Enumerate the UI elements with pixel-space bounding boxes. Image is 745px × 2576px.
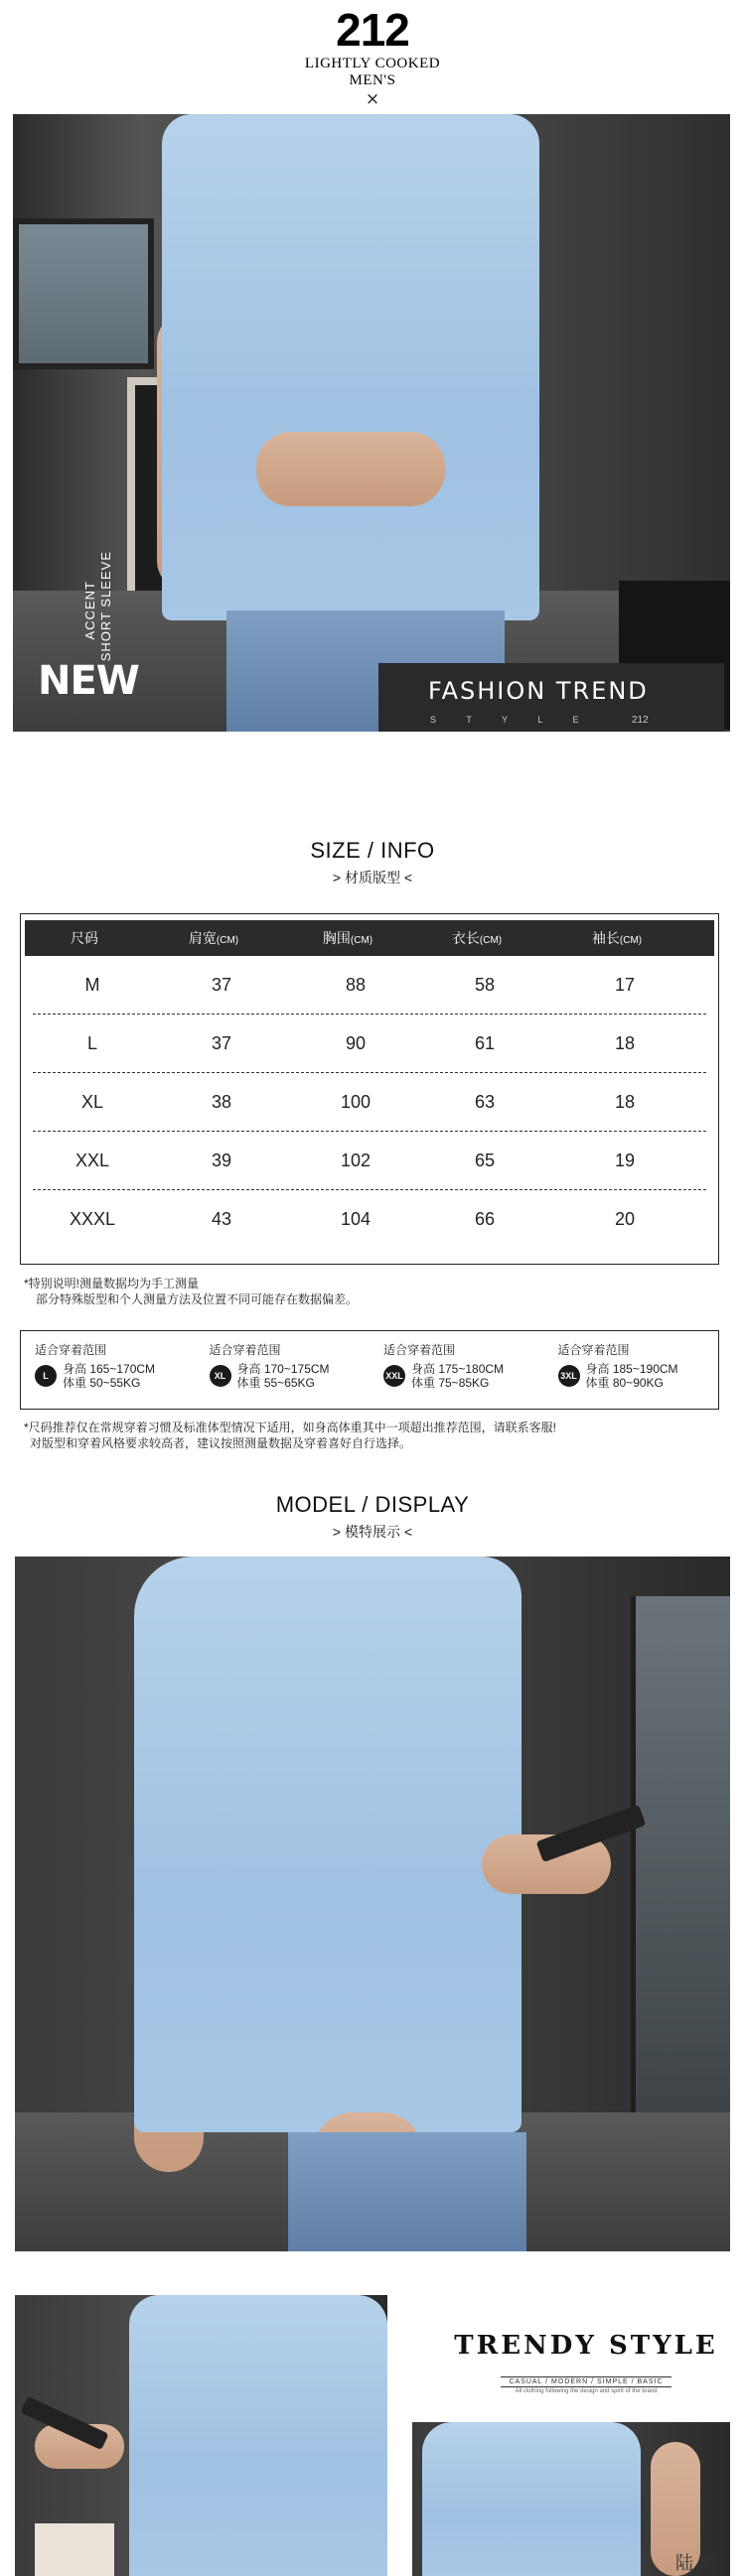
cell-size: XXL [74, 1150, 110, 1170]
fit-note [24, 1420, 556, 1451]
cell-length: 65 [474, 1150, 496, 1170]
fit-height: 身高 170~175CM [236, 1362, 330, 1376]
fit-note-line2: 对版型和穿着风格要求较高者，建议按照测量数据及穿着喜好自行选择。 [30, 1436, 412, 1450]
brand-number: 212 [336, 4, 409, 56]
size-section-subtitle: > 材质版型 < [332, 870, 413, 885]
measure-note-line1: *特别说明!测量数据均为手工测量 [24, 1277, 200, 1290]
cell-length: 63 [474, 1091, 496, 1112]
header-shoulder: 肩宽(CM) [188, 930, 239, 946]
table-row [33, 1190, 706, 1248]
header-length: 衣长(CM) [451, 930, 503, 946]
cell-shoulder: 43 [211, 1208, 232, 1229]
brand-tagline-1: LIGHTLY COOKED [304, 56, 441, 71]
cell-chest: 100 [340, 1091, 372, 1112]
table-row [33, 1132, 706, 1190]
fit-head: 适合穿着范围 [383, 1343, 456, 1357]
header-size: 尺码 [71, 930, 98, 946]
model-section-subtitle: > 模特展示 < [332, 1524, 413, 1540]
fit-head: 适合穿着范围 [35, 1343, 107, 1357]
new-label: NEW [38, 658, 139, 704]
fit-range-xxl [370, 1331, 544, 1409]
fit-note-line1: *尺码推荐仅在常规穿着习惯及标准体型情况下适用，如身高体重其中一项超出推荐范围，请联系客服! [24, 1421, 557, 1434]
fit-weight: 体重 80~90KG [585, 1376, 664, 1390]
model-photo-2 [15, 2295, 387, 2576]
cell-size: M [84, 974, 100, 995]
header-chest: 胸围(CM) [322, 930, 373, 946]
window-decor [13, 218, 154, 369]
vertical-text-sleeve: SHORT SLEEVE [98, 551, 113, 662]
mirror-decor [631, 1596, 730, 2152]
fashion-trend-title: FASHION TREND [428, 677, 649, 705]
model-photo-1 [15, 1557, 730, 2251]
cell-size: XXXL [69, 1208, 116, 1229]
model-shirt [422, 2422, 641, 2576]
fit-head: 适合穿着范围 [209, 1343, 281, 1357]
size-badge-icon: L [35, 1365, 57, 1387]
brand-logo [0, 4, 745, 109]
cell-length: 61 [474, 1032, 496, 1053]
cell-shoulder: 38 [211, 1091, 232, 1112]
trendy-style-tiny: All clothing following the design and spirit of the brand [515, 2388, 658, 2394]
size-table-header [25, 920, 714, 956]
close-icon: × [365, 89, 380, 109]
size-badge-icon: XL [210, 1365, 231, 1387]
model-hands [256, 432, 445, 506]
fit-range-box [20, 1330, 719, 1410]
model-shirt [162, 114, 539, 620]
size-badge-icon: 3XL [558, 1365, 580, 1387]
fit-weight: 体重 75~85KG [411, 1376, 490, 1390]
brand-tagline-2: MEN'S [349, 72, 396, 88]
cell-sleeve: 19 [614, 1150, 636, 1170]
fit-range-xl [196, 1331, 371, 1409]
cell-chest: 102 [340, 1150, 372, 1170]
trendy-style-title: TRENDY STYLE [454, 2331, 718, 2361]
model-section-title: MODEL / DISPLAY [275, 1492, 470, 1517]
model-jeans [288, 2132, 526, 2251]
table-row [33, 1073, 706, 1132]
measure-note-line2: 部分特殊版型和个人测量方法及位置不同可能存在数据偏差。 [36, 1292, 359, 1306]
table-row [33, 1015, 706, 1073]
fit-weight: 体重 55~65KG [236, 1376, 315, 1390]
hero-photo [13, 114, 730, 732]
cell-sleeve: 18 [614, 1091, 636, 1112]
size-badge-icon: XXL [383, 1365, 405, 1387]
cell-size: XL [80, 1091, 104, 1112]
cell-length: 58 [474, 974, 496, 995]
model-shirt [134, 1557, 522, 2132]
trendy-style-sub: CASUAL / MODERN / SIMPLE / BASIC [501, 2376, 670, 2387]
fit-head: 适合穿着范围 [557, 1343, 630, 1357]
watermark-text: 陆 助. [675, 2553, 723, 2574]
fit-height: 身高 185~190CM [585, 1362, 678, 1376]
size-section-title: SIZE / INFO [310, 838, 435, 863]
fashion-trend-box [378, 663, 724, 732]
cell-chest: 104 [340, 1208, 372, 1229]
cell-sleeve: 18 [614, 1032, 636, 1053]
book-decor [35, 2523, 114, 2576]
header-sleeve: 袖长(CM) [591, 930, 643, 946]
cell-shoulder: 39 [211, 1150, 232, 1170]
fit-height: 身高 175~180CM [411, 1362, 505, 1376]
measure-note [24, 1276, 358, 1307]
fit-height: 身高 165~170CM [63, 1362, 156, 1376]
cell-chest: 88 [345, 974, 367, 995]
vertical-text-accent: ACCENT [82, 581, 97, 640]
cell-size: L [86, 1032, 97, 1053]
trendy-style-sub-wrap [452, 2371, 720, 2388]
fashion-trend-sub: S T Y L E [430, 715, 593, 725]
cell-sleeve: 17 [614, 974, 636, 995]
cell-sleeve: 20 [614, 1208, 636, 1229]
cell-shoulder: 37 [211, 1032, 232, 1053]
fit-range-l [21, 1331, 196, 1409]
fit-weight: 体重 50~55KG [63, 1376, 141, 1390]
size-table [20, 913, 719, 1265]
cell-length: 66 [474, 1208, 496, 1229]
model-shirt [129, 2295, 387, 2576]
fashion-trend-num: 212 [632, 715, 649, 726]
cell-shoulder: 37 [211, 974, 232, 995]
table-row [33, 956, 706, 1015]
cell-chest: 90 [345, 1032, 367, 1053]
fit-range-3xl [544, 1331, 719, 1409]
